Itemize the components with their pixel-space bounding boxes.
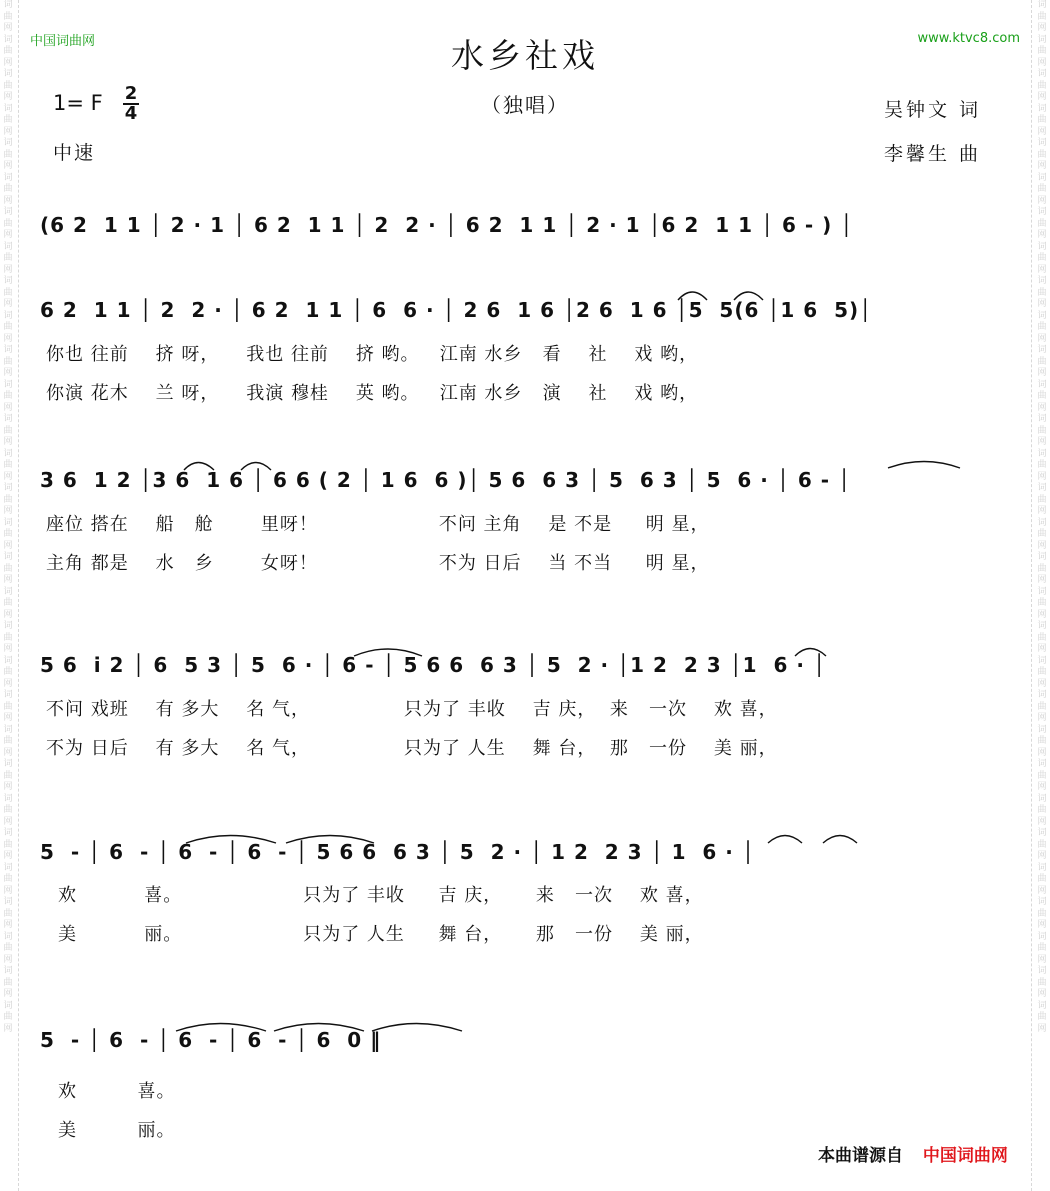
notation-line: 6 2 1 1 │ 2 2 · │ 6 2 1 1 │ 6 6 · │ 2 6 1 6 │2 6 1 6 │5 5(6 │1 6 5)│ [40,298,873,322]
lyric-verse-2: 美 丽。 只为了 人生 舞 台， 那 一份 美 丽， [58,924,704,945]
footer-source-label: 本曲谱源自 [818,1146,903,1166]
tempo-marking: 中速 [53,142,96,164]
key-signature: 1= F [53,91,103,115]
site-url-right[interactable]: www.ktvc8.com [917,31,1020,46]
lyricist-credit: 吴钟文 词 [884,99,982,121]
time-signature-denominator: 4 [124,103,138,124]
composer-credit: 李馨生 曲 [884,143,982,165]
notation-line: 5 6 i 2 │ 6 5 3 │ 5 6 · │ 6 - │ 5 6 6 6 3 │ 5 2 · │1 2 2 3 │1 6 · │ [40,653,826,677]
song-subtitle: （独唱） [481,93,569,117]
lyric-verse-2: 你演 花木 兰 呀， 我演 穆桂 英 哟。 江南 水乡 演 社 戏 哟， [46,383,699,404]
lyric-verse-2: 美 丽。 [58,1120,176,1141]
side-watermark-left: 词曲网词曲网词曲网词曲网词曲网词曲网词曲网词曲网词曲网词曲网词曲网词曲网词曲网词曲网词曲网词曲网词曲网词曲网词曲网词曲网词曲网词曲网词曲网词曲网词曲网词曲网词曲网词曲网词曲网词曲网 [3,0,13,1034]
lyric-verse-2: 不为 日后 有 多大 名 气， 只为了 人生 舞 台， 那 一份 美 丽， [46,738,778,759]
lyric-verse-1: 欢 喜。 只为了 丰收 吉 庆， 来 一次 欢 喜， [58,885,704,906]
footer-source-site[interactable]: 中国词曲网 [922,1146,1008,1166]
site-name-left[interactable]: 中国词曲网 [30,34,96,49]
notation-line: 5 - │ 6 - │ 6 - │ 6 - │ 6 0 ‖ [40,1028,382,1052]
notation-line: 5 - │ 6 - │ 6 - │ 6 - │ 5 6 6 6 3 │ 5 2 · │ 1 2 2 3 │ 1 6 · │ [40,840,755,864]
time-signature-numerator: 2 [124,83,138,104]
notation-line: (6 2 1 1 │ 2 · 1 │ 6 2 1 1 │ 2 2 · │ 6 2 1 1 │ 2 · 1 │6 2 1 1 │ 6 - ) │ [40,213,854,237]
side-watermark-right: 词曲网词曲网词曲网词曲网词曲网词曲网词曲网词曲网词曲网词曲网词曲网词曲网词曲网词曲网词曲网词曲网词曲网词曲网词曲网词曲网词曲网词曲网词曲网词曲网词曲网词曲网词曲网词曲网词曲网词曲网 [1037,0,1047,1034]
notation-line: 3 6 1 2 │3 6 1 6 │ 6 6 ( 2 │ 1 6 6 )│ 5 6 6 3 │ 5 6 3 │ 5 6 · │ 6 - │ [40,468,852,492]
lyric-verse-1: 不问 戏班 有 多大 名 气， 只为了 丰收 吉 庆， 来 一次 欢 喜， [46,699,778,720]
side-divider-left [18,0,19,1191]
lyric-verse-1: 你也 往前 挤 呀， 我也 往前 挤 哟。 江南 水乡 看 社 戏 哟， [46,344,699,365]
time-signature [123,85,139,123]
lyric-verse-1: 座位 搭在 船 舱 里呀！ 不问 主角 是 不是 明 星， [46,514,710,535]
song-title: 水乡社戏 [451,36,599,75]
notation-system-1 [40,213,1025,263]
lyric-verse-1: 欢 喜。 [58,1081,176,1102]
footer-source [818,1141,1008,1166]
lyric-verse-2: 主角 都是 水 乡 女呀！ 不为 日后 当 不当 明 星， [46,553,710,574]
notation-system-6 [40,1028,1025,1078]
side-divider-right [1031,0,1032,1191]
